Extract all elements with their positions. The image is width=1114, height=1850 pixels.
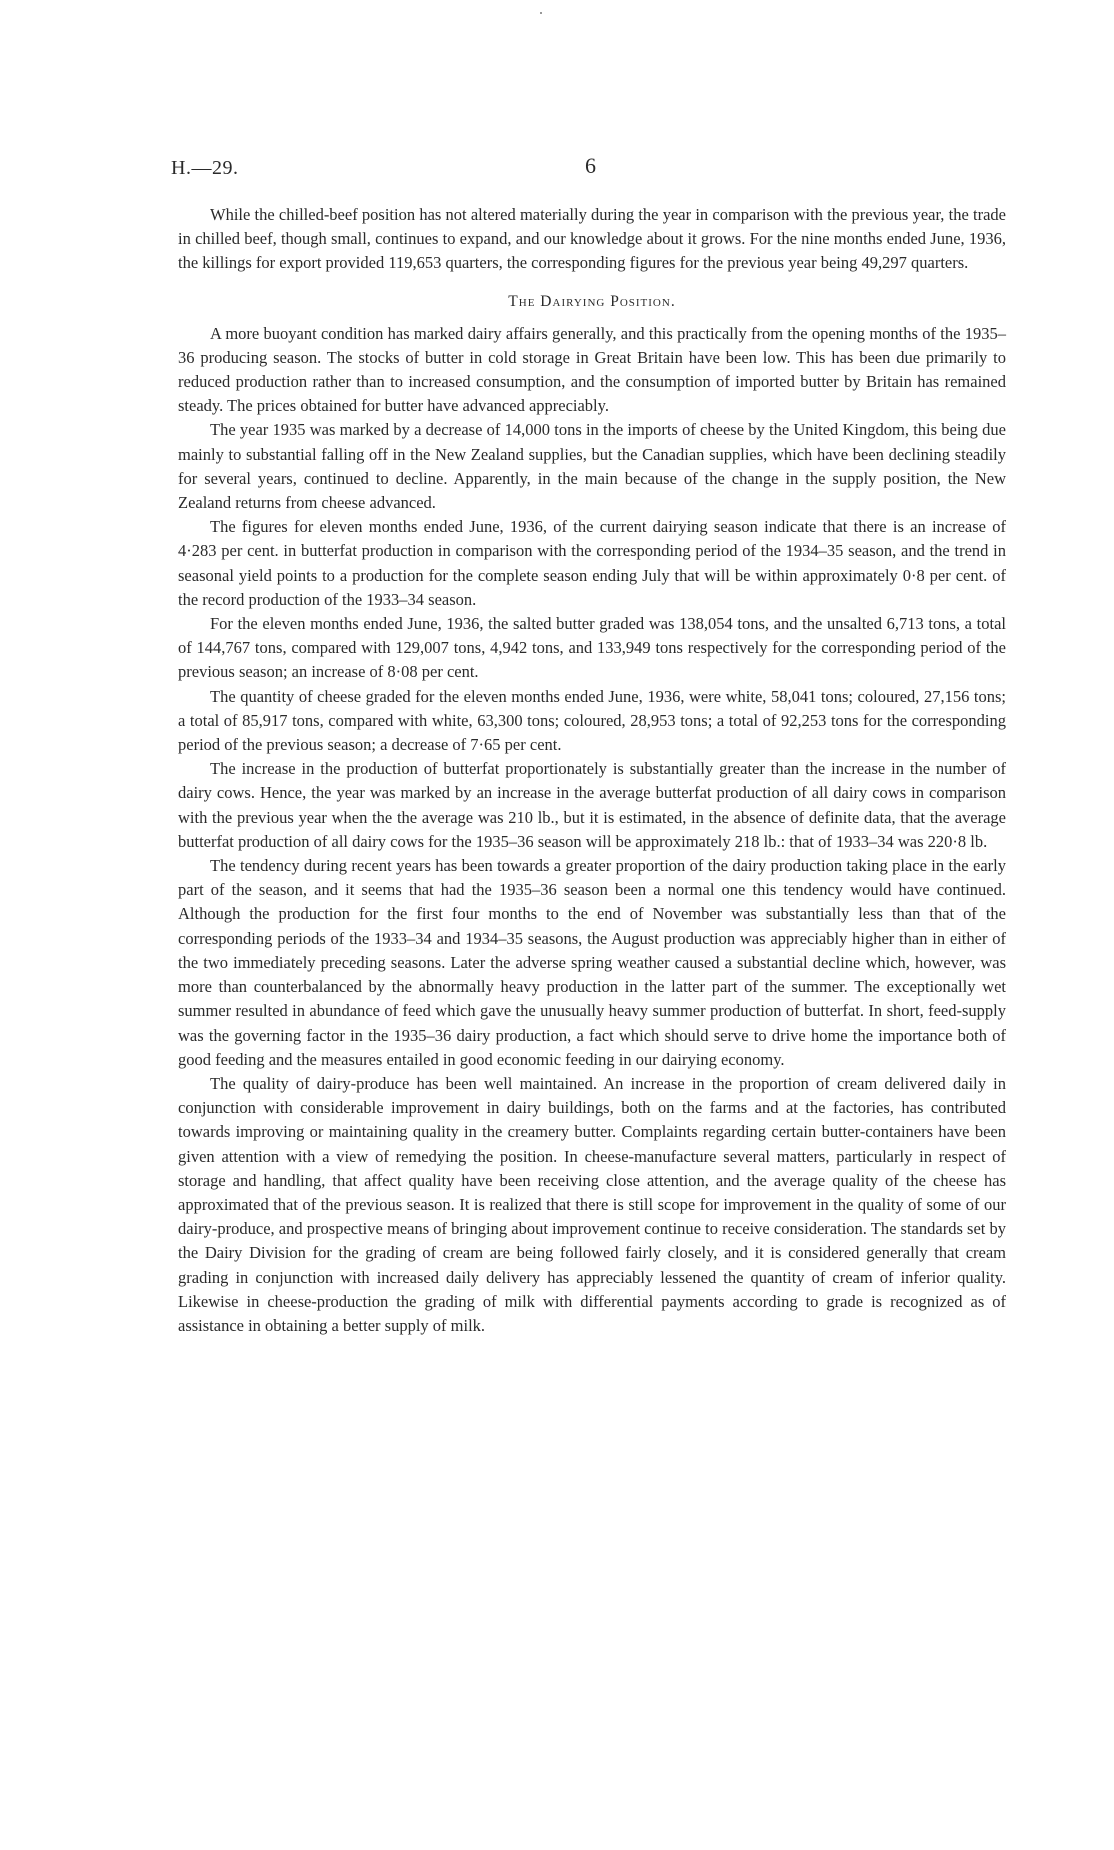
document-reference: H.—29. <box>171 157 239 179</box>
paragraph-chilled-beef: While the chilled-beef position has not altered materially during the year in comparison with the previous year, the trade in chilled beef, though small, continues to expand, and our knowledge about it grows. For the nine months ended June, 1936, the killings for export provided 119,653 quarters, the corresponding figures for the previous year being 49,297 quarters. <box>178 205 1006 273</box>
paragraph-cheese-graded: The quantity of cheese graded for the eleven months ended June, 1936, were white, 58,041 tons; coloured, 27,156 tons; a total of 85,917 tons, compared with white, 63,300 tons; coloured, 28,953 tons; a total of 92,253 tons for the corresponding period of the previous season; a decrease of 7·65 per cent. <box>178 686 1006 755</box>
paragraph-average-production: The increase in the production of butterfat proportionately is substantially greater than the increase in the number of dairy cows. Hence, the year was marked by an increase in the average butterfat production of all dairy cows in comparison with the previous year when the the average was 210 lb., but it is estimated, in the absence of definite data, that the average butterfat production of all dairy cows for the 1935–36 season will be approximately 218 lb.: that of 1933–34 was 220·8 lb. <box>178 759 1006 851</box>
paragraph-cheese-imports: The year 1935 was marked by a decrease of 14,000 tons in the imports of cheese by the United Kingdom, this being due mainly to substantial falling off in the New Zealand supplies, but the Canadian supplies, which have been declining steadily for several years, continued to decline. Apparently, in the main because of the change in the supply position, the New Zealand returns from cheese advanced. <box>178 420 1006 513</box>
body-text <box>178 203 1006 1338</box>
paragraph-produce-quality: The quality of dairy-produce has been well maintained. An increase in the proportion of cream delivered daily in conjunction with considerable improvement in dairy buildings, both on the farms and at the factories, has contributed towards improving or maintaining quality in the creamery butter. Complaints regarding certain butter-containers have been given attention with a view of remedying the position. In cheese-manufacture several matters, particularly in respect of storage and handling, that affect quality have been receiving close attention, and the average quality of the cheese has approximated that of the previous season. It is realized that there is still scope for improvement in the quality of some of our dairy-produce, and prospective means of bringing about improvement continue to receive consideration. The standards set by the Dairy Division for the grading of cream are being followed fairly closely, and it is considered generally that cream grading in conjunction with increased daily delivery has appreciably lessened the quantity of cream of inferior quality. Likewise in cheese-production the grading of milk with differential payments according to grade is recognized as of assistance in obtaining a better supply of milk. <box>178 1073 1006 1335</box>
paragraph-butter-graded: For the eleven months ended June, 1936, the salted butter graded was 138,054 tons, and the unsalted 6,713 tons, a total of 144,767 tons, compared with 129,007 tons, 4,942 tons, and 133,949 tons respectively for the corresponding period of the previous season; an increase of 8·08 per cent. <box>178 614 1006 682</box>
paragraph-seasonal-tendency: The tendency during recent years has been towards a greater proportion of the dairy production taking place in the early part of the season, and it seems that had the 1935–36 season been a normal one this tendency would have continued. Although the production for the first four months to the end of November was substantially less than that of the corresponding periods of the 1933–34 and 1934–35 seasons, the August production was appreciably higher than in either of the two immediately preceding seasons. Later the adverse spring weather caused a substantial decline which, however, was more than counterbalanced by the abnormally heavy production in the latter part of the summer. The exceptionally wet summer resulted in abundance of feed which gave the unusually heavy summer production of butterfat. In short, feed-supply was the governing factor in the 1935–36 dairy production, a fact which should serve to drive home the importance both of good feeding and the measures entailed in good economic feeding in our dairying economy. <box>178 856 1006 1069</box>
page-number: 6 <box>585 153 596 178</box>
section-heading: The Dairying Position. <box>508 292 676 310</box>
paragraph-butterfat-figures: The figures for eleven months ended June, 1936, of the current dairying season indicate that there is an increase of 4·283 per cent. in butterfat production in comparison with the corresponding period of the 1934–35 season, and the trend in seasonal yield points to a production for the complete season ending July that will be within approximately 0·8 per cent. of the record production of the 1933–34 season. <box>178 517 1006 609</box>
paragraph-dairy-conditions: A more buoyant condition has marked dairy affairs generally, and this practically from the opening months of the 1935–36 producing season. The stocks of butter in cold storage in Great Britain have been low. This has been due primarily to reduced production rather than to increased consumption, and the consumption of imported butter by Britain has remained steady. The prices obtained for butter have advanced appreciably. <box>178 323 1006 416</box>
scan-speck <box>540 12 542 14</box>
